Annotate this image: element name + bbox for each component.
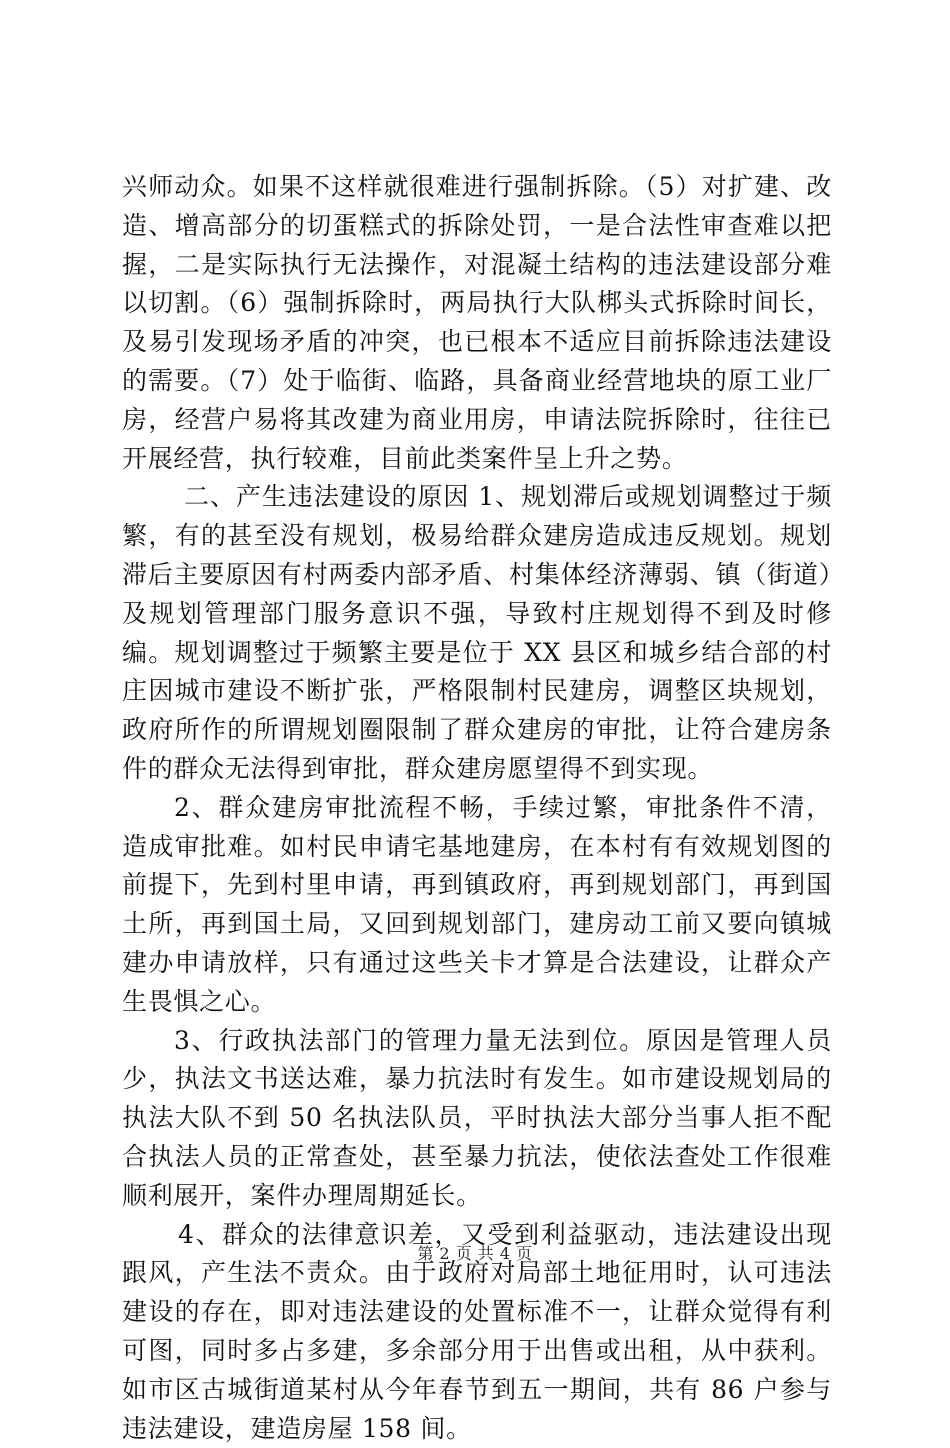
paragraph-section-two: 二、产生违法建设的原因 1、规划滞后或规划调整过于频繁，有的甚至没有规划，极易给群众建房造成违反规划。规划滞后主要原因有村两委内部矛盾、村集体经济薄弱、镇（街道）及规划管理部门服务意识不强，导致村庄规划得不到及时修编。规划调整过于频繁主要是位于 XX 县区和城乡结合部的村庄因城市建设不断扩张，严格限制村民建房，调整区块规划，政府所作的所谓规划圈限制了群众建房的审批，让符合建房条件的群众无法得到审批，群众建房愿望得不到实现。 — [122, 482, 832, 783]
page-number-footer: 第 2 页 共 4 页 — [417, 1244, 533, 1263]
paragraph-item-three: 3、行政执法部门的管理力量无法到位。原因是管理人员少，执法文书送达难，暴力抗法时有发生。如市建设规划局的执法大队不到 50 名执法队员，平时执法大部分当事人拒不配合执法人员的正常查处，甚至暴力抗法，使依法查处工作很难顺利展开，案件办理周期延长。 — [122, 1025, 832, 1210]
paragraph-item-two: 2、群众建房审批流程不畅，手续过繁，审批条件不清，造成审批难。如村民申请宅基地建房，在本村有有效规划图的前提下，先到村里申请，再到镇政府，再到规划部门，再到国土所，再到国土局，又回到规划部门，建房动工前又要向镇城建办申请放样，只有通过这些关卡才算是合法建设，让群众产生畏惧之心。 — [122, 792, 832, 1016]
paragraph-continuation: 兴师动众。如果不这样就很难进行强制拆除。（5）对扩建、改造、增高部分的切蛋糕式的拆除处罚，一是合法性审查难以把握，二是实际执行无法操作，对混凝土结构的违法建设部分难以切割。（6）强制拆除时，两局执行大队梆头式拆除时间长，及易引发现场矛盾的冲突，也已根本不适应目前拆除违法建设的需要。（7）处于临街、临路，具备商业经营地块的原工业厂房，经营户易将其改建为商业用房，申请法院拆除时，往往已开展经营，执行较难，目前此类案件呈上升之势。 — [122, 172, 832, 473]
paragraph-item-four: 4、群众的法律意识差，又受到利益驱动，违法建设出现跟风，产生法不责众。由于政府对局部土地征用时，认可违法建设的存在，即对违法建设的处置标准不一，让群众觉得有利可图，同时多占多建，多余部分用于出售或出租，从中获利。如市区古城街道某村从今年春节到五一期间，共有 86 户参与违法建设，建造房屋 158 间。 — [122, 1219, 832, 1443]
